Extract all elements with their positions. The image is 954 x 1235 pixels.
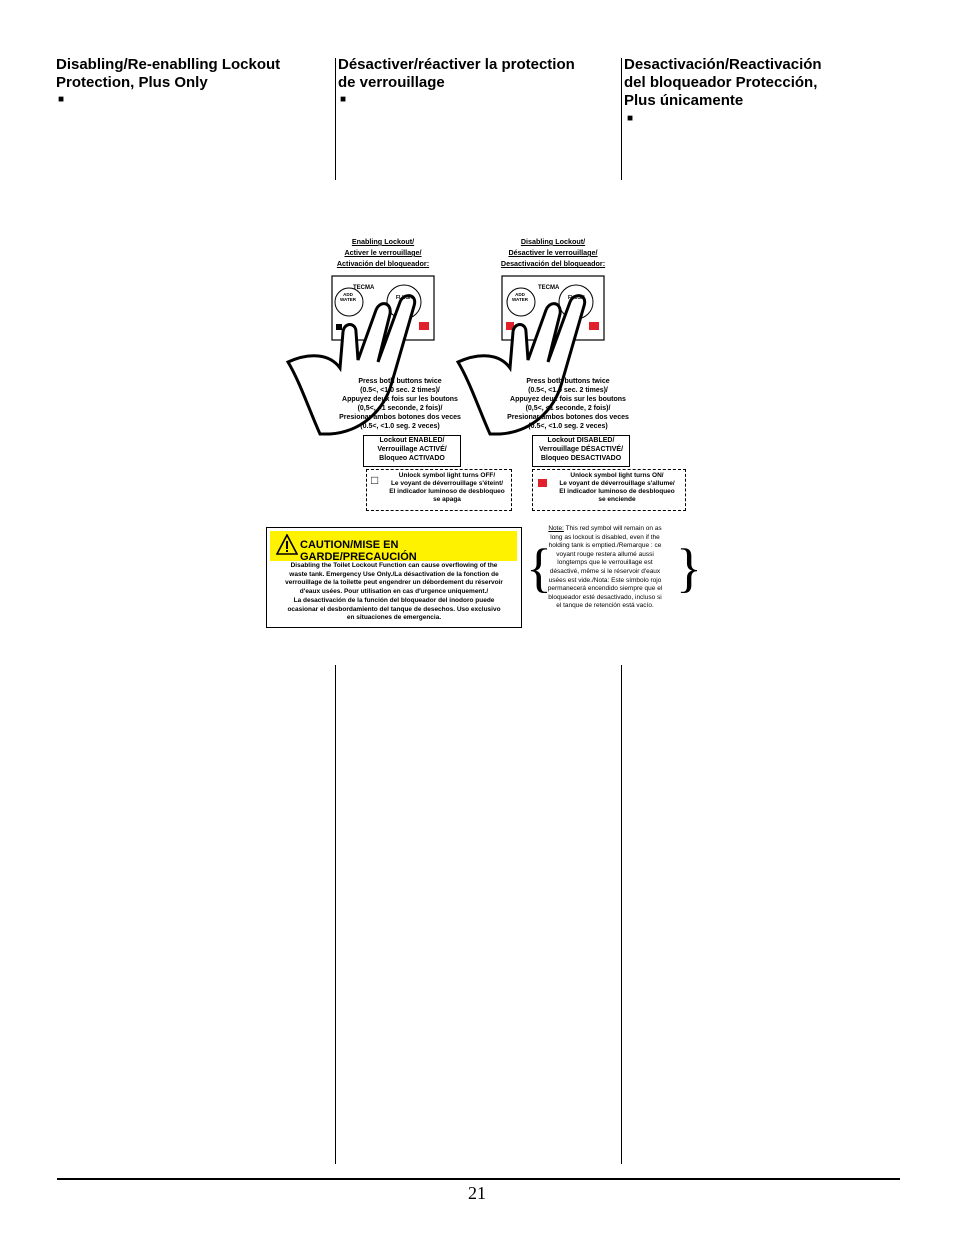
footer-rule: [57, 1178, 900, 1180]
light-line: se apaga: [433, 496, 461, 503]
note-line: el tanque de retención está vacío.: [556, 602, 654, 610]
status-enabled-box: [363, 435, 461, 467]
disable-title: [486, 236, 620, 269]
note-line: longtemps que le verrouillage est: [557, 559, 653, 567]
instruction-line: Press both buttons twice: [358, 378, 442, 385]
heading-english-line2: Protection, Plus Only: [56, 74, 208, 91]
status-line: Lockout ENABLED/: [379, 437, 445, 444]
light-line: El indicador luminoso de desbloqueo: [559, 488, 675, 495]
light-off-box: [366, 469, 512, 511]
bullet-french: ■: [340, 94, 347, 105]
light-line: Le voyant de déverrouillage s'éteint/: [390, 480, 504, 487]
column-divider: [621, 58, 622, 180]
enable-title-line: Enabling Lockout/: [351, 237, 415, 246]
add-water-button: ADD WATER: [340, 292, 356, 302]
caution-line: La desactivación de la función del bloqueador del inodoro puede: [293, 596, 495, 604]
caution-line: d'eaux usées. Pour utilisation en cas d'urgence uniquement./: [299, 588, 489, 596]
page-number: 21: [468, 1183, 486, 1203]
disable-title-line: Desactivación del bloqueador:: [500, 259, 606, 268]
status-line: Bloqueo ACTIVADO: [379, 455, 445, 462]
instruction-line: Press both buttons twice: [526, 378, 610, 385]
caution-line: Disabling the Toilet Lockout Function can cause overflowing of the: [290, 562, 498, 569]
heading-english-line1: Disabling/Re-enablling Lockout: [56, 56, 281, 73]
heading-spanish-line3: Plus únicamente: [624, 92, 744, 109]
heading-english: [56, 56, 280, 92]
caution-line: waste tank. Emergency Use Only./La désactivation de la fonction de: [289, 570, 499, 578]
heading-spanish-line2: del bloqueador Protección,: [624, 74, 818, 91]
disable-title-line: Disabling Lockout/: [520, 237, 586, 246]
column-divider: [335, 58, 336, 180]
light-line: Le voyant de déverrouillage s'allume/: [559, 480, 675, 487]
note-label: Note:: [548, 525, 564, 532]
light-line: se enciende: [598, 496, 636, 503]
instruction-line: Presionar ambos botones dos veces: [339, 414, 461, 421]
note-line: usées est vide./Nota: Este símbolo rojo: [548, 576, 662, 584]
note-line: permanecerá encendido siempre que el: [547, 585, 663, 593]
enable-title-line: Activación del bloqueador:: [336, 259, 430, 268]
status-line: Verrouillage ACTIVÉ/: [377, 446, 447, 453]
note-left-brace: {: [526, 538, 552, 598]
note-line: désactivé, même si le réservoir d'eaux: [549, 567, 661, 575]
note-right-brace: }: [676, 538, 702, 598]
disable-title-line: Désactiver le verrouillage/: [508, 248, 598, 257]
flush-button: FLUSH: [396, 295, 413, 301]
status-disabled-box: [532, 435, 630, 467]
warning-triangle-icon: [276, 534, 298, 556]
caution-line: en situaciones de emergencia.: [346, 614, 442, 622]
caution-line: ocasionar el desbordamiento del tanque de desechos. Uso exclusivo: [287, 605, 501, 613]
bullet-english: ■: [58, 94, 65, 105]
enable-title-line: Activer le verrouillage/: [344, 248, 422, 257]
enable-instruction: [330, 377, 470, 431]
instruction-line: (0,5<, <1 seconde, 2 fois)/: [357, 405, 443, 412]
status-line: Verrouillage DÉSACTIVÉ/: [538, 446, 624, 453]
light-line: El indicador luminoso de desbloqueo: [389, 488, 505, 495]
instruction-line: (0,5<, <1 seconde, 2 fois)/: [525, 405, 611, 412]
brand-logo: TECMA: [538, 285, 560, 291]
flush-button: FLUSH: [568, 295, 585, 301]
caution-line: verrouillage de la toilette peut engendrer un débordement du réservoir: [285, 579, 503, 587]
heading-french: [338, 56, 575, 92]
heading-french-line2: de verrouillage: [338, 74, 445, 91]
instruction-line: Presionar ambos botones dos veces: [507, 414, 629, 421]
status-line: Lockout DISABLED/: [547, 437, 615, 444]
light-line: Unlock symbol light turns OFF/: [398, 472, 496, 479]
note-line: This red symbol will remain on as: [563, 525, 662, 532]
brand-logo: TECMA: [353, 285, 375, 291]
column-divider: [621, 665, 622, 1164]
unlock-icon: □: [371, 473, 379, 487]
heading-spanish: [624, 56, 822, 110]
caution-box: [266, 527, 522, 628]
status-line: Bloqueo DESACTIVADO: [540, 455, 622, 462]
bullet-spanish: ■: [627, 113, 634, 124]
instruction-line: Appuyez deux fois sur les boutons: [342, 396, 458, 403]
instruction-line: (0.5<, <1.0 seg. 2 veces): [528, 423, 608, 430]
unlock-red-icon: [538, 479, 547, 487]
light-on-box: [532, 469, 686, 511]
instruction-line: (0.5<, <1.0 seg. 2 veces): [360, 423, 440, 430]
note-line: holding tank is emptied./Remarque : ce: [548, 542, 662, 550]
heading-spanish-line1: Desactivación/Reactivación: [624, 56, 822, 73]
enable-title: [318, 236, 448, 269]
instruction-line: (0.5<, <1.0 sec. 2 times)/: [360, 387, 440, 394]
caution-text: [271, 562, 517, 623]
caution-title: CAUTION/MISE EN GARDE/PRECAUCIÓN: [300, 539, 417, 563]
instruction-line: (0.5<, <1.0 sec. 2 times)/: [528, 387, 608, 394]
note-line: long as lockout is disabled, even if the: [550, 533, 660, 541]
instruction-line: Appuyez deux fois sur les boutons: [510, 396, 626, 403]
note-line: bloqueador esté desactivado, incluso si: [548, 593, 662, 601]
add-water-button: ADD WATER: [512, 292, 528, 302]
caution-banner: [270, 531, 517, 561]
red-symbol-note: [534, 525, 676, 615]
disable-instruction: [498, 377, 638, 431]
column-divider: [335, 665, 336, 1164]
note-line: voyant rouge restera allumé aussi: [556, 550, 654, 558]
light-line: Unlock symbol light turns ON/: [570, 472, 664, 479]
heading-french-line1: Désactiver/réactiver la protection: [338, 56, 575, 73]
